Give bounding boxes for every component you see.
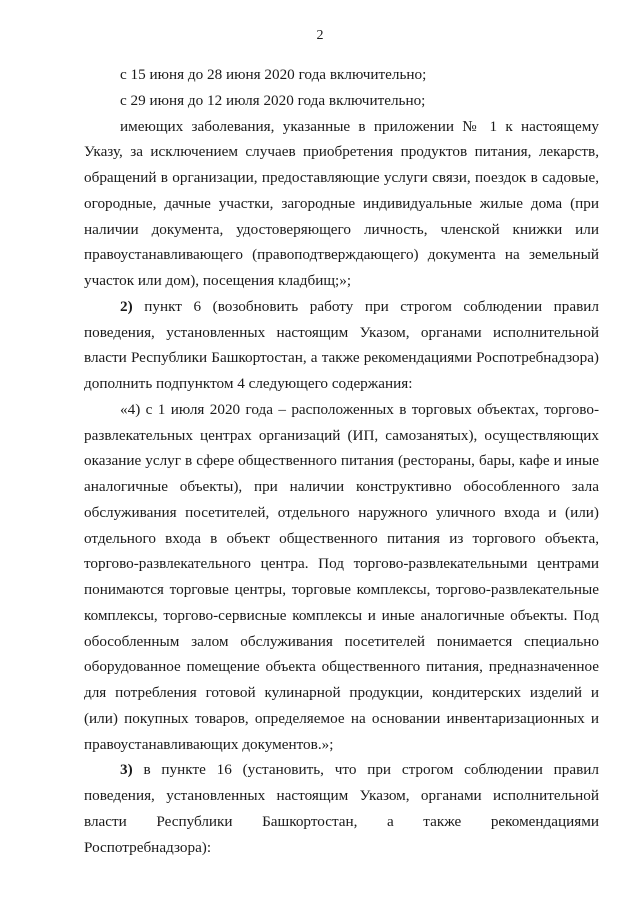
paragraph-item-3 <box>84 757 599 860</box>
item-number-3: 3) <box>120 761 133 779</box>
page-number: 2 <box>316 28 324 43</box>
document-body <box>84 62 599 860</box>
item-3-text: в пункте 16 (установить, что при строгом соблюдении правил поведения, установленных настоящим Указом, органами исполнительной власти Республики Башкортостан, а также рекомендациями Роспотребнадзора): <box>84 761 599 856</box>
paragraph-exceptions: имеющих заболевания, указанные в приложении № 1 к настоящему Указу, за исключением случаев приобретения продуктов питания, лекарств, обращений в организации, предоставляющие услуги связи, поездок в садовые, огородные, дачные участки, загородные индивидуальные жилые дома (при наличии документа, удостоверяющего личность, членской книжки или правоустанавливающего (правоподтверждающего) документа на земельный участок или дом), посещения кладбищ;»; <box>84 117 599 289</box>
item-number-2: 2) <box>120 297 133 315</box>
paragraph-item-2 <box>84 294 599 397</box>
paragraph-period-2: с 29 июня до 12 июля 2020 года включительно; <box>120 91 426 109</box>
paragraph-subitem-4: «4) с 1 июля 2020 года – расположенных в торговых объектах, торгово-развлекательных центрах организаций (ИП, самозанятых), осуществляющих оказание услуг в сфере общественного питания (рестораны, бары, кафе и иные аналогичные объекты), при наличии конструктивно обособленного зала обслуживания посетителей, отдельного наружного уличного входа и (или) отдельного входа в объект общественного питания из торгового объекта, торгово-развлекательного центра. Под торгово-развлекательными центрами понимаются торговые центры, торговые комплексы, торгово-развлекательные комплексы, торгово-сервисные комплексы и иные аналогичные объекты. Под обособленным залом обслуживания посетителей понимается специально оборудованное помещение объекта общественного питания, предназначенное для потребления готовой кулинарной продукции, кондитерских изделий и (или) покупных товаров, определяемое на основании инвентаризационных и правоустанавливающих документов.»; <box>84 400 599 753</box>
item-2-text: пункт 6 (возобновить работу при строгом соблюдении правил поведения, установленных настоящим Указом, органами исполнительной власти Республики Башкортостан, а также рекомендациями Роспотребнадзора) дополнить подпунктом 4 следующего содержания: <box>84 297 599 392</box>
paragraph-period-1: с 15 июня до 28 июня 2020 года включительно; <box>120 66 427 83</box>
